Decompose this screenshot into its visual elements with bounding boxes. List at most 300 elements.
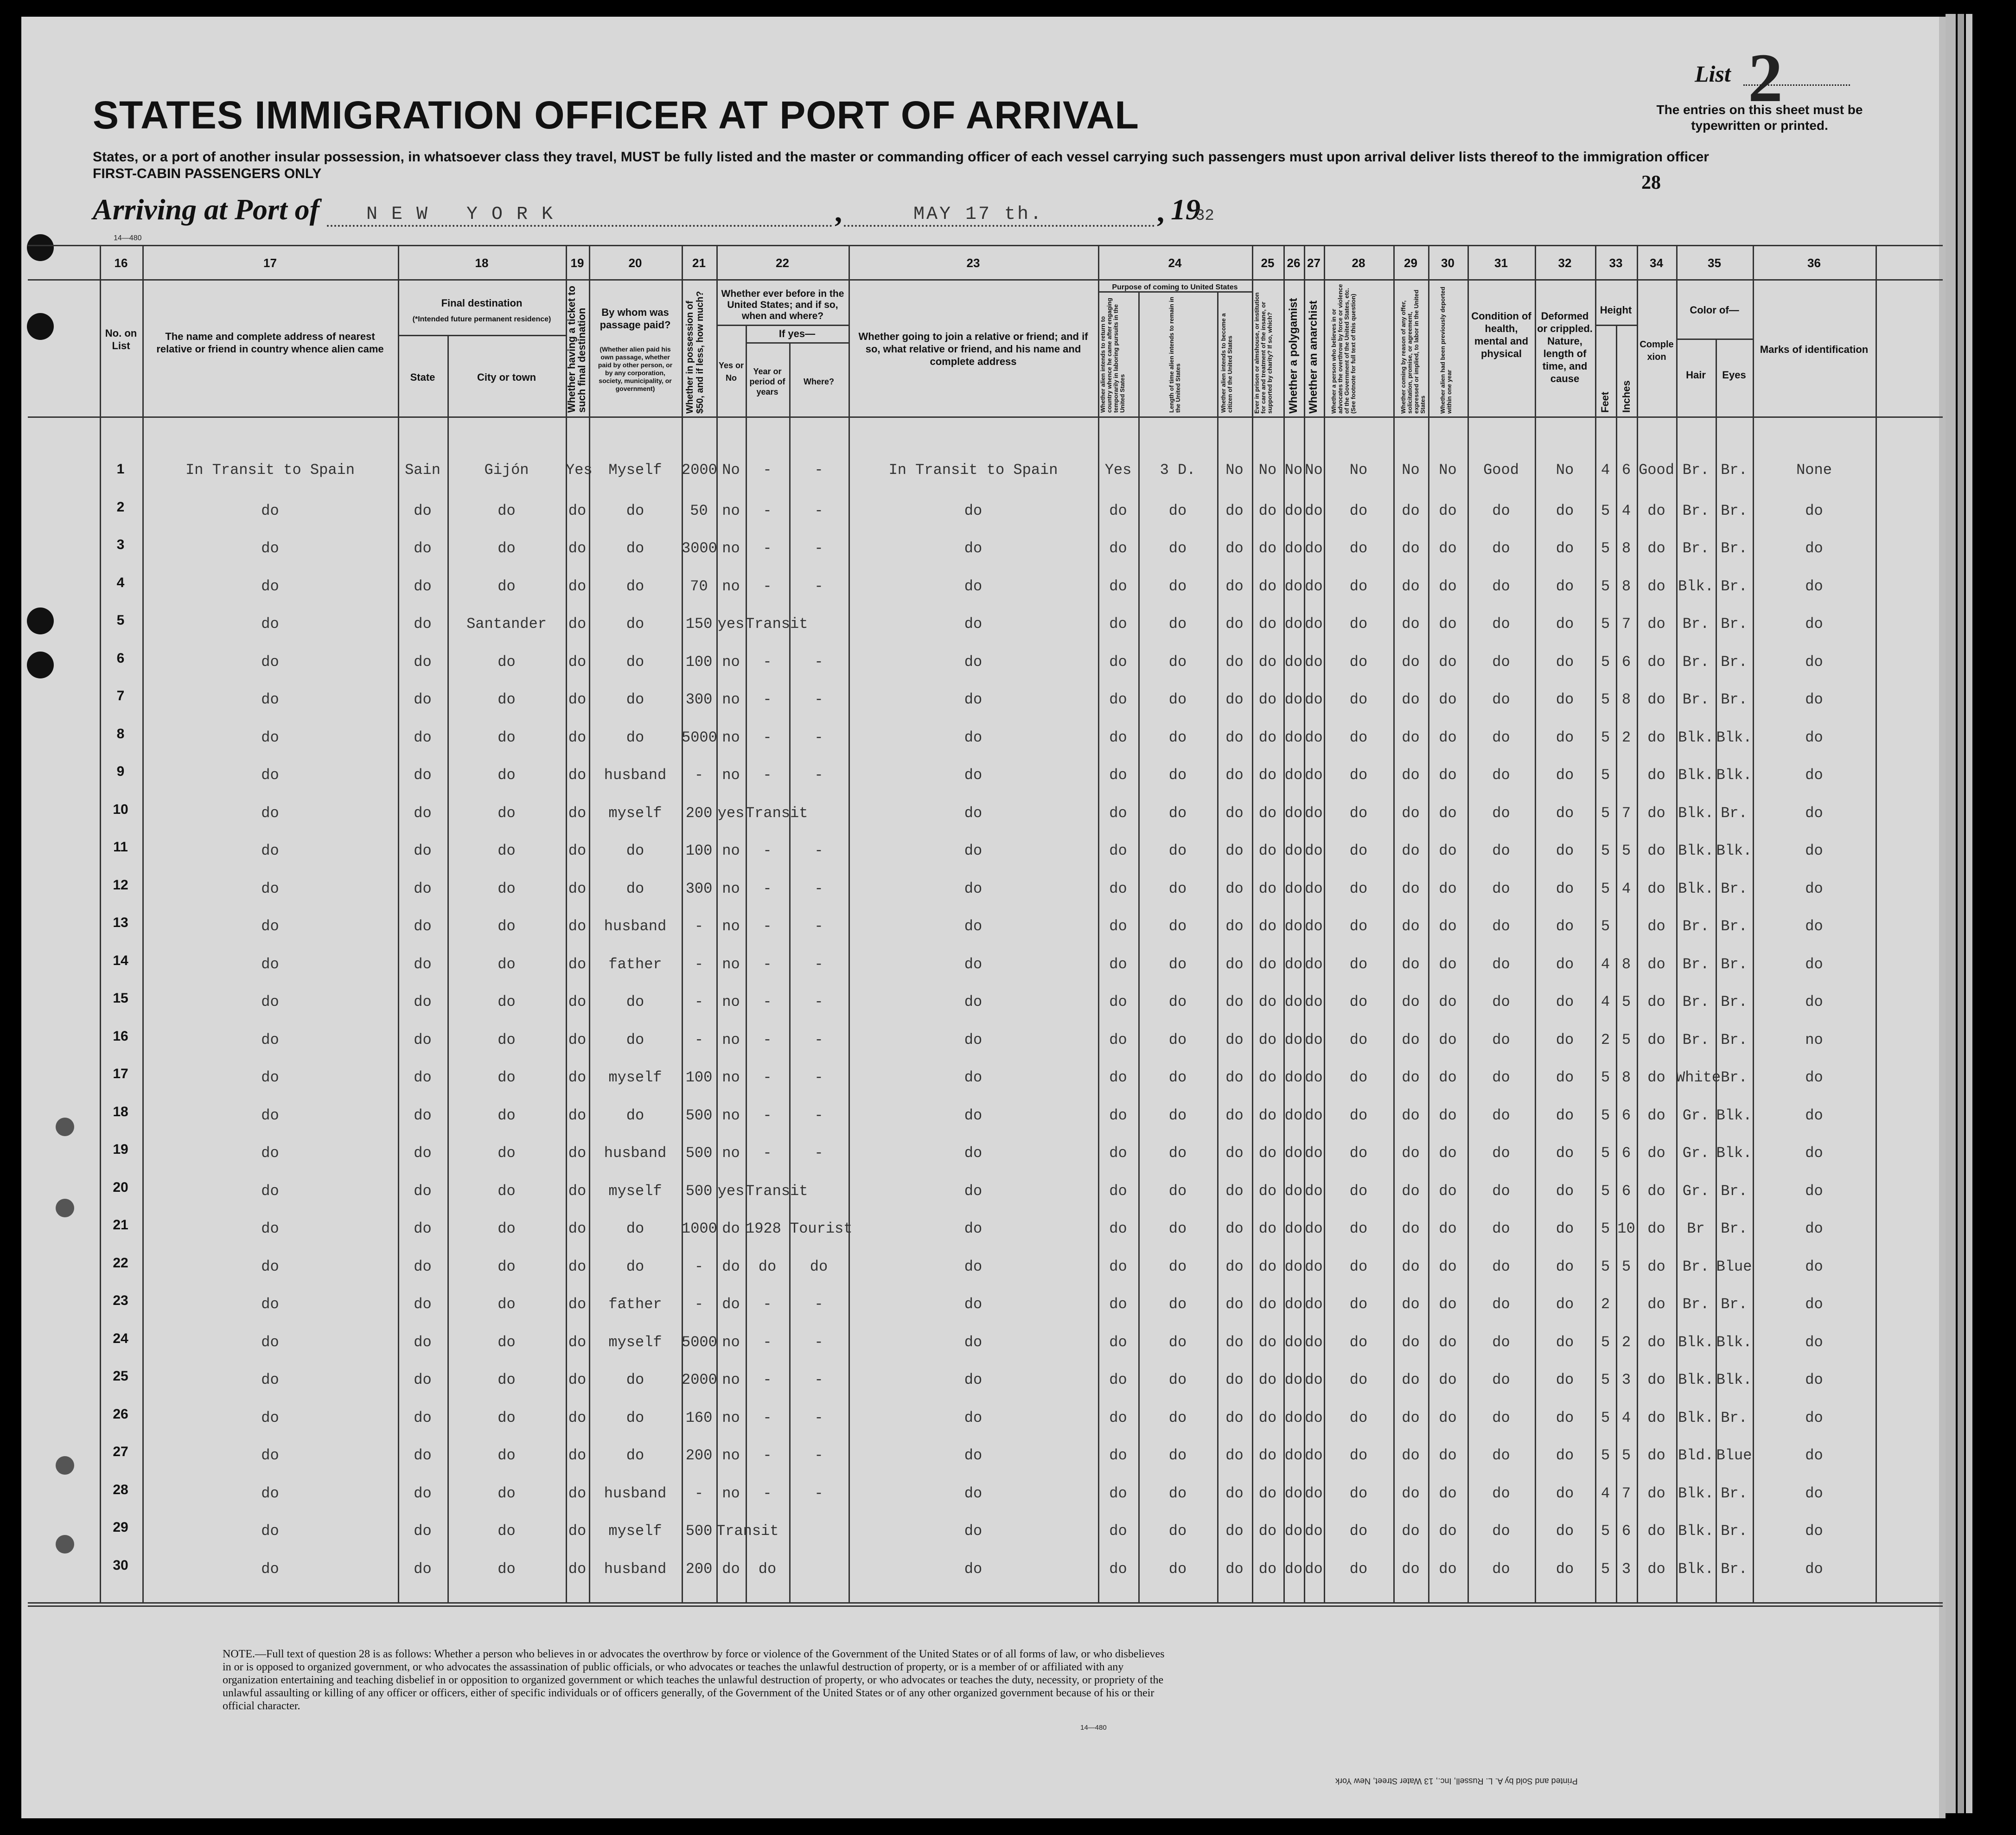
cell-comp: do bbox=[1647, 1144, 1665, 1162]
cell-paid: do bbox=[626, 502, 644, 519]
cell-c25: do bbox=[1258, 1107, 1277, 1124]
cell-before: No bbox=[722, 461, 740, 479]
cell-p1: do bbox=[1109, 918, 1127, 935]
cell-city: do bbox=[498, 1371, 516, 1388]
header-if-yes: If yes— bbox=[778, 328, 816, 339]
cell-before: no bbox=[722, 842, 740, 859]
cell-ft: 4 bbox=[1601, 956, 1610, 973]
cell-p1: do bbox=[1109, 880, 1127, 897]
cell-before: no bbox=[722, 918, 740, 935]
cell-p3: do bbox=[1225, 1144, 1244, 1162]
cell-hair: Br. bbox=[1682, 918, 1710, 935]
cell-state: do bbox=[414, 842, 432, 859]
date-value: MAY 17 th. bbox=[913, 204, 1044, 225]
cell-where: - bbox=[814, 1069, 823, 1086]
cell-c25: do bbox=[1258, 691, 1277, 708]
cell-c25: No bbox=[1258, 461, 1277, 479]
header-no-on-list: No. on List bbox=[105, 327, 137, 352]
rule bbox=[28, 1602, 1943, 1604]
cell-paid: do bbox=[626, 1447, 644, 1464]
cell-hair: Br. bbox=[1682, 956, 1710, 973]
cell-join: do bbox=[964, 918, 982, 935]
cell-marks: do bbox=[1805, 880, 1823, 897]
cell-city: do bbox=[498, 1107, 516, 1124]
header-prison: Ever in prison or almshouse, or institution for care and treatment of the insane, or supported by charity? If so, which? bbox=[1253, 292, 1273, 414]
cell-comp: do bbox=[1647, 1334, 1665, 1351]
cell-c28: do bbox=[1349, 691, 1368, 708]
cell-deform: do bbox=[1556, 502, 1574, 519]
cell-p3: do bbox=[1225, 502, 1244, 519]
row-number: 4 bbox=[116, 575, 125, 590]
cell-c30: do bbox=[1439, 1144, 1457, 1162]
cell-where: - bbox=[814, 729, 823, 746]
cell-c28: do bbox=[1349, 767, 1368, 784]
cell-comp: do bbox=[1647, 918, 1665, 935]
cell-p3: do bbox=[1225, 1334, 1244, 1351]
cell-c29: do bbox=[1402, 653, 1420, 671]
cell-p2: 3 D. bbox=[1160, 461, 1196, 479]
cell-p1: do bbox=[1109, 1220, 1127, 1237]
cell-hair: Br. bbox=[1682, 1258, 1710, 1275]
cell-ticket: do bbox=[568, 1485, 587, 1502]
row-number: 24 bbox=[113, 1331, 128, 1346]
header-nearest-relative: The name and complete address of nearest relative or friend in country whence alien came bbox=[156, 331, 384, 355]
cell-city: do bbox=[498, 805, 516, 822]
cell-before: do bbox=[722, 1258, 740, 1275]
cell-ft: 5 bbox=[1601, 880, 1610, 897]
cell-c30: do bbox=[1439, 540, 1457, 557]
cell-c28: do bbox=[1349, 956, 1368, 973]
cell-p3: do bbox=[1225, 842, 1244, 859]
cell-deform: do bbox=[1556, 540, 1574, 557]
cell-c27: do bbox=[1305, 1220, 1323, 1237]
cell-p1: do bbox=[1109, 1334, 1127, 1351]
cell-rel: do bbox=[261, 1522, 279, 1540]
row-number: 23 bbox=[113, 1293, 128, 1308]
cell-join: do bbox=[964, 578, 982, 595]
cell-c26: do bbox=[1284, 502, 1303, 519]
cell-c29: do bbox=[1402, 880, 1420, 897]
cell-state: do bbox=[414, 993, 432, 1010]
cell-paid: myself bbox=[608, 1069, 662, 1086]
header-marks: Marks of identification bbox=[1760, 344, 1869, 355]
header-before-in-us: Whether ever before in the United States; and if so, when and where? bbox=[721, 288, 844, 321]
cell-where: - bbox=[814, 842, 823, 859]
cell-in: 2 bbox=[1621, 1334, 1631, 1351]
cell-eyes: Blk. bbox=[1716, 729, 1752, 746]
cell-health: do bbox=[1492, 767, 1510, 784]
cell-in: 6 bbox=[1621, 1144, 1631, 1162]
cell-before: no bbox=[722, 767, 740, 784]
cell-ticket: do bbox=[568, 1144, 587, 1162]
cell-money: 160 bbox=[685, 1409, 713, 1426]
cell-join: do bbox=[964, 1371, 982, 1388]
cell-state: do bbox=[414, 805, 432, 822]
cell-where: - bbox=[814, 1371, 823, 1388]
header-color-of: Color of— bbox=[1690, 304, 1739, 316]
cell-health: do bbox=[1492, 1371, 1510, 1388]
cell-c27: do bbox=[1305, 805, 1323, 822]
cell-p3: do bbox=[1225, 729, 1244, 746]
cell-before: no bbox=[722, 1485, 740, 1502]
header-eyes: Eyes bbox=[1722, 369, 1746, 381]
cell-marks: do bbox=[1805, 1334, 1823, 1351]
row-number: 8 bbox=[116, 726, 125, 742]
cell-c30: do bbox=[1439, 1220, 1457, 1237]
cell-eyes: Blue bbox=[1716, 1258, 1752, 1275]
cell-money: 5000 bbox=[682, 1334, 717, 1351]
header-yes-no: Yes or No bbox=[718, 361, 744, 383]
cell-deform: do bbox=[1556, 842, 1574, 859]
cell-c25: do bbox=[1258, 805, 1277, 822]
cell-ticket: do bbox=[568, 1409, 587, 1426]
cell-marks: do bbox=[1805, 1409, 1823, 1426]
cell-ft: 5 bbox=[1601, 1107, 1610, 1124]
cell-before: no bbox=[722, 691, 740, 708]
cell-c26: do bbox=[1284, 767, 1303, 784]
cell-marks: do bbox=[1805, 502, 1823, 519]
col-number: 23 bbox=[966, 256, 980, 270]
cell-c26: do bbox=[1284, 1144, 1303, 1162]
row-number: 13 bbox=[113, 915, 128, 930]
cell-city: do bbox=[498, 1485, 516, 1502]
cell-where: - bbox=[814, 767, 823, 784]
cell-c28: do bbox=[1349, 1258, 1368, 1275]
cell-comp: do bbox=[1647, 578, 1665, 595]
cell-c28: do bbox=[1349, 540, 1368, 557]
cell-paid: husband bbox=[604, 1560, 667, 1578]
cell-city: do bbox=[498, 1069, 516, 1086]
cell-paid: myself bbox=[608, 1522, 662, 1540]
cell-in: 7 bbox=[1621, 1485, 1631, 1502]
cell-ft: 5 bbox=[1601, 1522, 1610, 1540]
cell-hair: Br. bbox=[1682, 540, 1710, 557]
cell-in: 8 bbox=[1621, 691, 1631, 708]
cell-year: - bbox=[763, 956, 772, 973]
cell-c29: do bbox=[1402, 1296, 1420, 1313]
cell-eyes: Br. bbox=[1721, 1069, 1748, 1086]
cell-state: do bbox=[414, 1522, 432, 1540]
cell-c27: do bbox=[1305, 1560, 1323, 1578]
cell-c29: do bbox=[1402, 1069, 1420, 1086]
col-number: 26 bbox=[1287, 256, 1301, 270]
cell-c30: do bbox=[1439, 1258, 1457, 1275]
cell-city: do bbox=[498, 767, 516, 784]
cell-rel: do bbox=[261, 1296, 279, 1313]
cell-year: - bbox=[763, 993, 772, 1010]
cell-p2: do bbox=[1168, 1144, 1187, 1162]
cell-rel: do bbox=[261, 653, 279, 671]
cell-rel: do bbox=[261, 1183, 279, 1200]
cell-hair: Gr. bbox=[1682, 1183, 1710, 1200]
cell-ft: 4 bbox=[1601, 1485, 1610, 1502]
cell-comp: do bbox=[1647, 1522, 1665, 1540]
cell-city: do bbox=[498, 880, 516, 897]
cell-deform: do bbox=[1556, 1522, 1574, 1540]
col-number: 19 bbox=[570, 256, 584, 270]
cell-ticket: do bbox=[568, 1371, 587, 1388]
cell-comp: do bbox=[1647, 691, 1665, 708]
cell-before: no bbox=[722, 502, 740, 519]
cell-city: do bbox=[498, 1447, 516, 1464]
cell-health: do bbox=[1492, 1144, 1510, 1162]
cell-eyes: Br. bbox=[1721, 993, 1748, 1010]
header-final-destination-note: (*Intended future permanent residence) bbox=[412, 315, 551, 323]
cell-deform: do bbox=[1556, 1560, 1574, 1578]
header-purpose: Purpose of coming to United States bbox=[1112, 283, 1238, 291]
cell-rel: do bbox=[261, 1409, 279, 1426]
cell-c30: do bbox=[1439, 1371, 1457, 1388]
cell-c30: do bbox=[1439, 993, 1457, 1010]
cell-in: 5 bbox=[1621, 993, 1631, 1010]
cell-marks: do bbox=[1805, 1447, 1823, 1464]
cell-city: do bbox=[498, 842, 516, 859]
cell-state: Sain bbox=[405, 461, 440, 479]
cell-ticket: do bbox=[568, 1560, 587, 1578]
cell-c28: do bbox=[1349, 1107, 1368, 1124]
cell-ticket: do bbox=[568, 842, 587, 859]
cell-comp: do bbox=[1647, 993, 1665, 1010]
cell-hair: Bld. bbox=[1678, 1447, 1714, 1464]
cell-where: - bbox=[814, 993, 823, 1010]
cell-join: do bbox=[964, 615, 982, 633]
header-join-relative: Whether going to join a relative or friend; and if so, what relative or friend, and his name and complete address bbox=[858, 331, 1088, 367]
cell-deform: do bbox=[1556, 1296, 1574, 1313]
cell-in: 5 bbox=[1621, 842, 1631, 859]
cell-comp: do bbox=[1647, 1107, 1665, 1124]
cell-c30: do bbox=[1439, 1485, 1457, 1502]
cell-ft: 5 bbox=[1601, 1560, 1610, 1578]
cell-c30: do bbox=[1439, 578, 1457, 595]
cell-year: do bbox=[758, 1258, 777, 1275]
cell-join: do bbox=[964, 1296, 982, 1313]
cell-c26: do bbox=[1284, 1107, 1303, 1124]
cell-c26: do bbox=[1284, 1371, 1303, 1388]
cell-state: do bbox=[414, 540, 432, 557]
row-number: 2 bbox=[116, 499, 125, 515]
cell-rel: do bbox=[261, 502, 279, 519]
cell-ticket: do bbox=[568, 1296, 587, 1313]
cell-before: yes bbox=[717, 1183, 745, 1200]
cell-eyes: Br. bbox=[1721, 1522, 1748, 1540]
cell-c28: do bbox=[1349, 1031, 1368, 1049]
cell-health: do bbox=[1492, 1560, 1510, 1578]
cell-year: - bbox=[763, 461, 772, 479]
printer-credit: Printed and Sold by A. L. Russell, Inc., 13 Water Street, New York bbox=[1335, 1777, 1578, 1786]
cell-p2: do bbox=[1168, 1447, 1187, 1464]
rule bbox=[398, 335, 566, 336]
cell-p1: do bbox=[1109, 1522, 1127, 1540]
cell-c26: do bbox=[1284, 1409, 1303, 1426]
cell-p2: do bbox=[1168, 767, 1187, 784]
year-suffix: 32 bbox=[1195, 207, 1214, 225]
row-number: 1 bbox=[116, 461, 125, 477]
row-number: 6 bbox=[116, 651, 125, 666]
cell-where: - bbox=[814, 653, 823, 671]
cell-money: - bbox=[694, 1258, 704, 1275]
cell-c29: do bbox=[1402, 1522, 1420, 1540]
cell-deform: do bbox=[1556, 918, 1574, 935]
cell-year: - bbox=[763, 1031, 772, 1049]
rule bbox=[28, 279, 1943, 281]
cell-p3: No bbox=[1225, 461, 1244, 479]
cell-ft: 5 bbox=[1601, 767, 1610, 784]
cell-c27: do bbox=[1305, 1258, 1323, 1275]
cell-deform: do bbox=[1556, 691, 1574, 708]
cell-money: - bbox=[694, 1031, 704, 1049]
header-ticket: Whether having a ticket to such final destination bbox=[566, 286, 587, 413]
cell-health: do bbox=[1492, 578, 1510, 595]
cell-p2: do bbox=[1168, 1522, 1187, 1540]
col-number: 32 bbox=[1558, 256, 1572, 270]
arriving-label: Arriving at Port of bbox=[93, 193, 319, 226]
cell-c28: do bbox=[1349, 1560, 1368, 1578]
cell-health: do bbox=[1492, 691, 1510, 708]
cell-c28: do bbox=[1349, 1371, 1368, 1388]
cell-c26: do bbox=[1284, 691, 1303, 708]
cell-c28: do bbox=[1349, 578, 1368, 595]
cell-before: no bbox=[722, 653, 740, 671]
header-feet: Feet bbox=[1599, 391, 1611, 413]
cell-p2: do bbox=[1168, 956, 1187, 973]
cell-c27: No bbox=[1305, 461, 1323, 479]
cell-marks: do bbox=[1805, 653, 1823, 671]
cell-hair: Br bbox=[1687, 1220, 1705, 1237]
cell-eyes: Br. bbox=[1721, 461, 1748, 479]
cell-in: 10 bbox=[1617, 1220, 1635, 1237]
cell-health: do bbox=[1492, 1220, 1510, 1237]
cell-state: do bbox=[414, 1447, 432, 1464]
cell-c25: do bbox=[1258, 842, 1277, 859]
cell-hair: Blk. bbox=[1678, 578, 1714, 595]
cell-health: do bbox=[1492, 1409, 1510, 1426]
row-number: 17 bbox=[113, 1066, 128, 1081]
cell-ticket: do bbox=[568, 1522, 587, 1540]
cell-c27: do bbox=[1305, 729, 1323, 746]
cell-eyes: Blk. bbox=[1716, 767, 1752, 784]
cell-c28: No bbox=[1349, 461, 1368, 479]
cell-in: 8 bbox=[1621, 578, 1631, 595]
cell-c28: do bbox=[1349, 1409, 1368, 1426]
cell-c27: do bbox=[1305, 1409, 1323, 1426]
cell-p3: do bbox=[1225, 1107, 1244, 1124]
cell-paid: do bbox=[626, 578, 644, 595]
cell-hair: Br. bbox=[1682, 502, 1710, 519]
cell-paid: do bbox=[626, 1258, 644, 1275]
cell-paid: husband bbox=[604, 1485, 667, 1502]
cell-deform: do bbox=[1556, 1409, 1574, 1426]
cell-marks: do bbox=[1805, 1258, 1823, 1275]
cell-p1: do bbox=[1109, 1371, 1127, 1388]
col-number: 16 bbox=[114, 256, 128, 270]
cell-hair: Gr. bbox=[1682, 1144, 1710, 1162]
cell-c30: No bbox=[1439, 461, 1457, 479]
cell-ticket: do bbox=[568, 1183, 587, 1200]
cell-p1: do bbox=[1109, 540, 1127, 557]
cell-c26: do bbox=[1284, 1031, 1303, 1049]
cell-deform: do bbox=[1556, 1334, 1574, 1351]
cell-ft: 5 bbox=[1601, 1220, 1610, 1237]
cell-money: 500 bbox=[685, 1522, 713, 1540]
cell-year: - bbox=[763, 1107, 772, 1124]
cell-ticket: do bbox=[568, 578, 587, 595]
cell-p1: do bbox=[1109, 502, 1127, 519]
cell-paid: do bbox=[626, 615, 644, 633]
cell-in: 2 bbox=[1621, 729, 1631, 746]
cell-join: do bbox=[964, 1485, 982, 1502]
cell-city: do bbox=[498, 1560, 516, 1578]
cell-money: 100 bbox=[685, 842, 713, 859]
cell-c27: do bbox=[1305, 842, 1323, 859]
cell-paid: do bbox=[626, 1107, 644, 1124]
cell-c28: do bbox=[1349, 653, 1368, 671]
cell-where: - bbox=[814, 1409, 823, 1426]
cell-money: - bbox=[694, 767, 704, 784]
cell-ft: 5 bbox=[1601, 1258, 1610, 1275]
cell-paid: myself bbox=[608, 1334, 662, 1351]
cell-in: 4 bbox=[1621, 880, 1631, 897]
cell-eyes: Br. bbox=[1721, 880, 1748, 897]
header-purpose-b: Length of time alien intends to remain in the United States bbox=[1168, 297, 1181, 413]
cell-marks: do bbox=[1805, 918, 1823, 935]
cell-p1: Yes bbox=[1104, 461, 1132, 479]
cell-rel: do bbox=[261, 1144, 279, 1162]
col-number: 36 bbox=[1807, 256, 1821, 270]
cell-p3: do bbox=[1225, 578, 1244, 595]
cell-p1: do bbox=[1109, 805, 1127, 822]
cell-in: 3 bbox=[1621, 1560, 1631, 1578]
cell-before: no bbox=[722, 540, 740, 557]
cell-marks: do bbox=[1805, 767, 1823, 784]
cell-city: do bbox=[498, 993, 516, 1010]
cell-paid: do bbox=[626, 1409, 644, 1426]
cell-hair: Blk. bbox=[1678, 1409, 1714, 1426]
cell-deform: do bbox=[1556, 1371, 1574, 1388]
cell-year: Transit bbox=[746, 615, 808, 633]
cell-ft: 5 bbox=[1601, 615, 1610, 633]
cell-p2: do bbox=[1168, 729, 1187, 746]
rule bbox=[1138, 291, 1140, 1604]
cell-rel: do bbox=[261, 1258, 279, 1275]
cell-marks: do bbox=[1805, 540, 1823, 557]
cell-ticket: do bbox=[568, 805, 587, 822]
cell-c30: do bbox=[1439, 502, 1457, 519]
cell-ft: 5 bbox=[1601, 842, 1610, 859]
cell-c26: do bbox=[1284, 1447, 1303, 1464]
cell-rel: do bbox=[261, 956, 279, 973]
cell-c25: do bbox=[1258, 880, 1277, 897]
cell-ticket: do bbox=[568, 653, 587, 671]
row-number: 11 bbox=[113, 839, 128, 855]
cell-join: do bbox=[964, 842, 982, 859]
cell-city: do bbox=[498, 502, 516, 519]
cell-state: do bbox=[414, 1258, 432, 1275]
header-passage-paid: By whom was passage paid? bbox=[600, 307, 671, 331]
cell-p2: do bbox=[1168, 1409, 1187, 1426]
cell-c28: do bbox=[1349, 1447, 1368, 1464]
rule bbox=[1676, 339, 1753, 340]
cell-paid: Myself bbox=[608, 461, 662, 479]
cell-p3: do bbox=[1225, 1522, 1244, 1540]
cell-c29: do bbox=[1402, 1485, 1420, 1502]
cell-p3: do bbox=[1225, 918, 1244, 935]
cell-ticket: do bbox=[568, 1031, 587, 1049]
cell-state: do bbox=[414, 1371, 432, 1388]
cell-p1: do bbox=[1109, 1258, 1127, 1275]
cell-health: do bbox=[1492, 1296, 1510, 1313]
cell-p1: do bbox=[1109, 956, 1127, 973]
class-line: FIRST-CABIN PASSENGERS ONLY bbox=[93, 166, 322, 181]
